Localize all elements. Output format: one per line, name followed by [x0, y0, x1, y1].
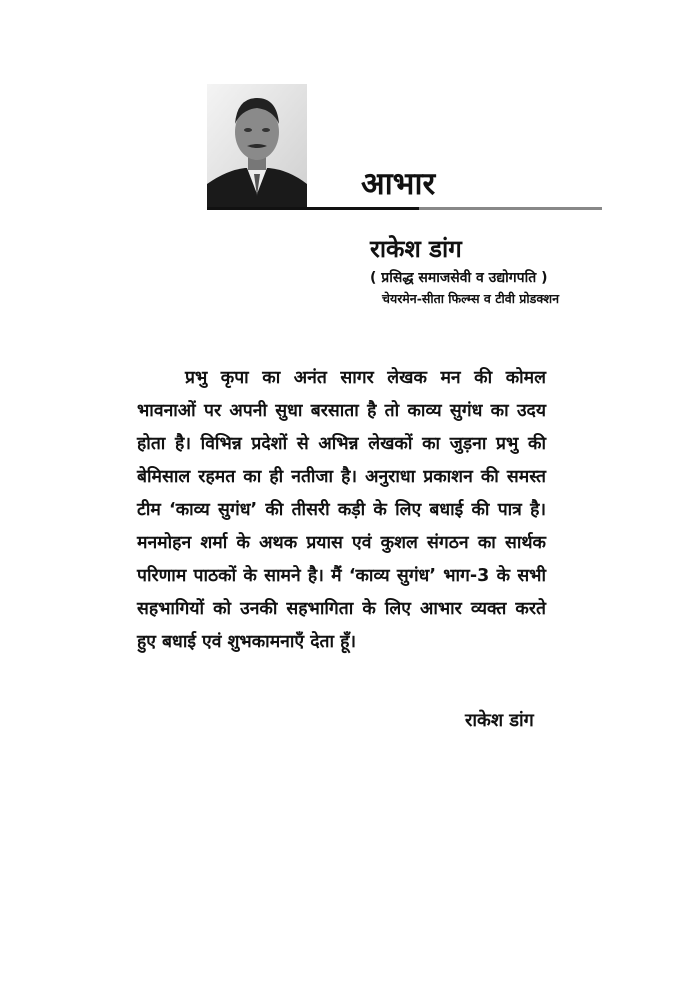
acknowledgement-text: प्रभु कृपा का अनंत सागर लेखक मन की कोमल भावनाओं पर अपनी सुधा बरसाता है तो काव्य सुगंध का उदय होता है। विभिन्न प्रदेशों से अभिन्न लेखकों का जुड़ना प्रभु की बेमिसाल रहमत का ही नतीजा है। अनुराधा प्रकाशन की समस्त टीम ‘काव्य सुगंध’ की तीसरी कड़ी के लिए बधाई की पात्र है। मनमोहन शर्मा के अथक प्रयास एवं कुशल संगठन का सार्थक परिणाम पाठकों के सामने है। मैं ‘काव्य सुगंध’ भाग-3 के सभी सहभागियों को उनकी सहभागिता के लिए आभार व्यक्त करते हुए बधाई एवं शुभकामनाएँ देता हूँ।: [137, 368, 546, 652]
author-position: चेयरमेन-सीता फिल्म्स व टीवी प्रोडक्शन: [382, 291, 560, 306]
author-photo: [207, 84, 307, 208]
author-designation: ( प्रसिद्ध समाजसेवी व उद्योगपति ): [370, 270, 548, 286]
page-title: आभार: [361, 166, 436, 202]
signature: राकेश डांग: [465, 710, 534, 731]
author-name: राकेश डांग: [370, 235, 462, 263]
title-divider: [207, 207, 602, 210]
